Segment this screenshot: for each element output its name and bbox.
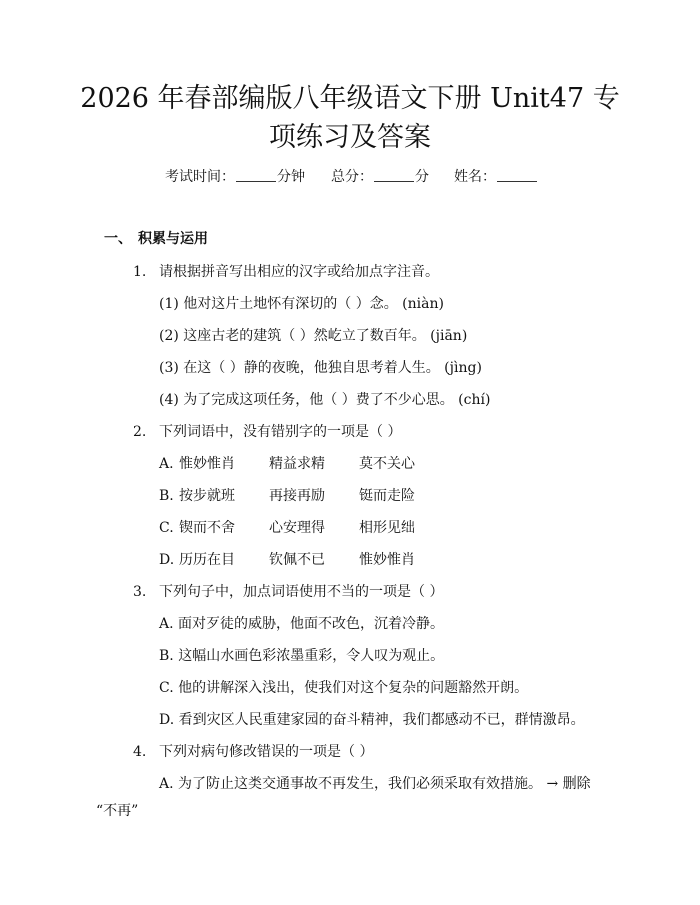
name-label: 姓名：: [454, 169, 496, 185]
exam-name: [454, 166, 538, 188]
option-letter: A.: [159, 456, 174, 472]
question-2-option-b: [159, 485, 449, 507]
question-4-option-a: A. 为了防止这类交通事故不再发生，我们必须采取有效措施。 → 删除: [159, 776, 591, 792]
question-number: 3.: [133, 584, 147, 600]
question-2: [133, 421, 401, 443]
question-1: [133, 261, 439, 283]
option-letter: D.: [159, 552, 175, 568]
question-number: 1.: [133, 264, 147, 280]
question-3-option-a: A. 面对歹徒的威胁，他面不改色，沉着冷静。: [159, 616, 445, 632]
time-unit: 分钟: [277, 169, 305, 185]
exam-score: [331, 166, 429, 188]
option-word: 钦佩不已: [269, 552, 325, 568]
option-word: 历历在目: [179, 552, 235, 568]
score-label: 总分：: [331, 169, 373, 185]
option-word: 惟妙惟肖: [359, 552, 415, 568]
option-letter: B.: [159, 488, 174, 504]
question-4-option-a-continuation: “不再”: [96, 803, 139, 819]
question-2-option-c: [159, 517, 449, 539]
question-number: 2.: [133, 424, 147, 440]
question-number: 4.: [133, 744, 147, 760]
question-text: 下列对病句修改错误的一项是（ ）: [159, 744, 374, 760]
option-word: 相形见绌: [359, 520, 415, 536]
question-1-item-3: (3) 在这（ ）静的夜晚，他独自思考着人生。 (jìng): [159, 360, 482, 376]
option-word: 精益求精: [269, 456, 325, 472]
question-text: 请根据拼音写出相应的汉字或给加点字注音。: [159, 264, 439, 280]
question-3-option-b: B. 这幅山水画色彩浓墨重彩，令人叹为观止。: [159, 648, 445, 664]
option-word: 再接再励: [269, 488, 325, 504]
question-1-item-2: (2) 这座古老的建筑（ ）然屹立了数百年。 (jiān): [159, 328, 468, 344]
option-word: 心安理得: [269, 520, 325, 536]
question-text: 下列词语中，没有错别字的一项是（ ）: [159, 424, 402, 440]
option-word: 按步就班: [179, 488, 235, 504]
option-letter: C.: [159, 520, 174, 536]
question-text: 下列句子中，加点词语使用不当的一项是（ ）: [159, 584, 444, 600]
question-2-option-d: [159, 549, 449, 571]
section-title: 积累与运用: [138, 231, 208, 247]
question-2-option-a: [159, 453, 449, 475]
score-unit: 分: [415, 169, 429, 185]
option-word: 锲而不舍: [179, 520, 235, 536]
name-blank: [497, 167, 537, 182]
section-number: 一、: [104, 231, 132, 247]
score-blank: [374, 167, 414, 182]
question-3-option-d: D. 看到灾区人民重建家园的奋斗精神，我们都感动不已，群情激昂。: [159, 712, 585, 728]
document-title-line-1: 2026 年春部编版八年级语文下册 Unit47 专: [80, 83, 620, 114]
question-1-item-1: (1) 他对这片土地怀有深切的（ ）念。 (niàn): [159, 296, 444, 312]
section-heading: [104, 228, 208, 250]
option-word: 惟妙惟肖: [179, 456, 235, 472]
question-1-item-4: (4) 为了完成这项任务，他（ ）费了不少心思。 (chí): [159, 392, 491, 408]
question-3: [133, 581, 443, 603]
document-title-line-2: 项练习及答案: [269, 122, 431, 153]
option-word: 铤而走险: [359, 488, 415, 504]
option-word: 莫不关心: [359, 456, 415, 472]
time-blank: [236, 167, 276, 182]
time-label: 考试时间：: [165, 169, 235, 185]
question-3-option-c: C. 他的讲解深入浅出，使我们对这个复杂的问题豁然开朗。: [159, 680, 529, 696]
exam-time: [165, 166, 305, 188]
question-4: [133, 741, 373, 763]
